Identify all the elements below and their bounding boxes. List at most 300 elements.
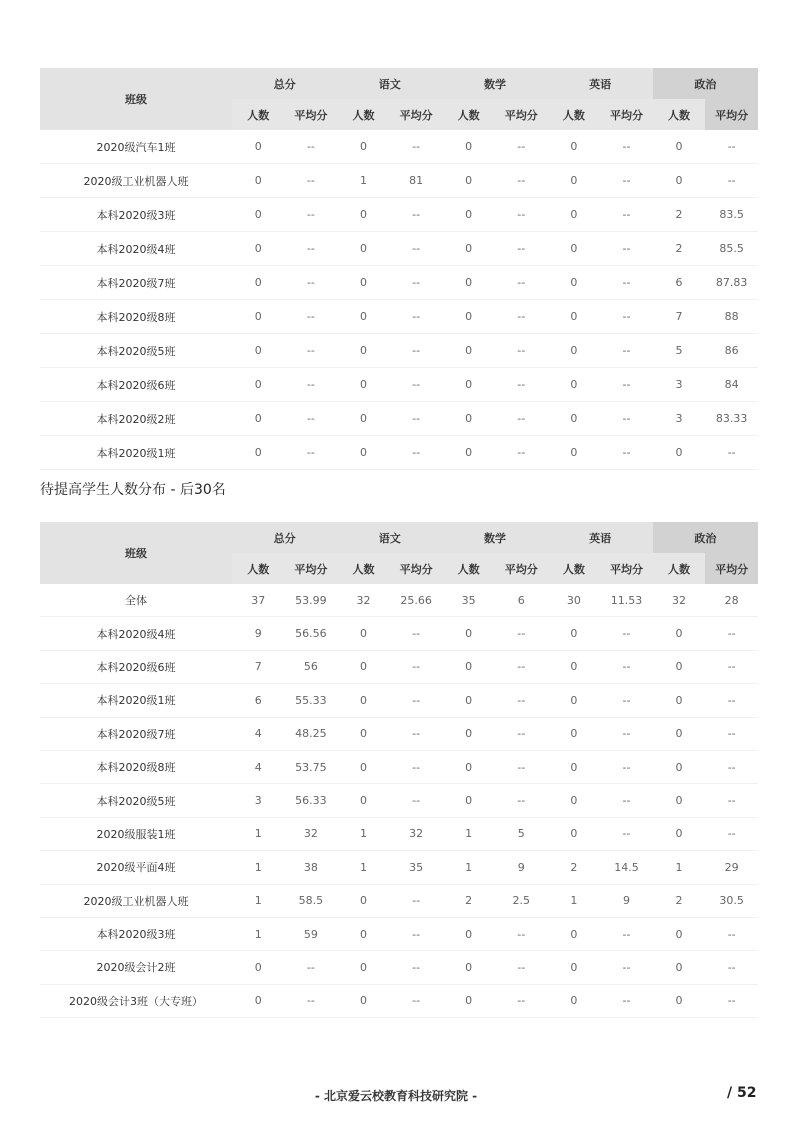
value-cell: 4 [232,750,285,783]
table-row [40,232,758,266]
class-name-cell: 2020级服装1班 [40,817,232,850]
value-cell: -- [390,750,443,783]
class-name-cell: 本科2020级4班 [40,617,232,650]
value-cell: -- [705,164,758,198]
value-cell: 0 [653,650,706,683]
value-cell: 0 [548,984,601,1017]
table-row [40,851,758,884]
header-avg: 平均分 [285,553,338,584]
header-subject: 政治 [653,68,758,99]
value-cell: 0 [337,436,390,470]
value-cell: 0 [232,951,285,984]
value-cell: -- [705,617,758,650]
value-cell: 0 [337,951,390,984]
value-cell: 0 [653,951,706,984]
value-cell: -- [390,984,443,1017]
header-avg: 平均分 [705,553,758,584]
value-cell: 9 [600,884,653,917]
value-cell: -- [285,232,338,266]
value-cell: 0 [653,750,706,783]
value-cell: 1 [232,884,285,917]
value-cell: -- [705,684,758,717]
value-cell: -- [600,266,653,300]
value-cell: -- [495,300,548,334]
value-cell: 3 [653,368,706,402]
value-cell: 53.99 [285,584,338,617]
class-name-cell: 本科2020级6班 [40,650,232,683]
value-cell: 14.5 [600,851,653,884]
value-cell: -- [705,951,758,984]
value-cell: -- [495,750,548,783]
value-cell: 0 [442,130,495,164]
value-cell: 81 [390,164,443,198]
value-cell: 0 [337,917,390,950]
header-count: 人数 [653,99,706,130]
header-avg: 平均分 [600,553,653,584]
value-cell: 1 [442,851,495,884]
value-cell: 0 [442,617,495,650]
value-cell: 2 [442,884,495,917]
header-class: 班级 [40,68,232,130]
value-cell: -- [285,951,338,984]
value-cell: 0 [442,717,495,750]
table-row [40,750,758,783]
value-cell: -- [600,684,653,717]
value-cell: -- [600,784,653,817]
value-cell: 37 [232,584,285,617]
value-cell: -- [495,717,548,750]
class-name-cell: 本科2020级7班 [40,717,232,750]
value-cell: -- [390,334,443,368]
value-cell: 0 [442,368,495,402]
value-cell: 0 [442,951,495,984]
class-name-cell: 2020级汽车1班 [40,130,232,164]
header-avg: 平均分 [600,99,653,130]
value-cell: -- [495,164,548,198]
value-cell: 0 [337,368,390,402]
value-cell: 0 [548,436,601,470]
value-cell: -- [600,300,653,334]
value-cell: 0 [548,951,601,984]
class-name-cell: 本科2020级3班 [40,198,232,232]
value-cell: -- [285,368,338,402]
value-cell: 0 [548,300,601,334]
value-cell: -- [495,368,548,402]
header-avg: 平均分 [495,99,548,130]
class-name-cell: 本科2020级4班 [40,232,232,266]
header-avg: 平均分 [495,553,548,584]
value-cell: 0 [232,198,285,232]
value-cell: 0 [337,884,390,917]
value-cell: -- [390,917,443,950]
value-cell: 32 [390,817,443,850]
value-cell: 30 [548,584,601,617]
class-name-cell: 2020级工业机器人班 [40,884,232,917]
value-cell: 0 [442,436,495,470]
value-cell: -- [495,130,548,164]
header-subject: 数学 [442,68,547,99]
value-cell: 0 [337,750,390,783]
value-cell: 0 [337,198,390,232]
value-cell: -- [495,684,548,717]
value-cell: 0 [337,266,390,300]
header-count: 人数 [548,553,601,584]
value-cell: -- [390,717,443,750]
value-cell: -- [390,784,443,817]
value-cell: -- [495,334,548,368]
header-subject: 政治 [653,522,758,553]
value-cell: 0 [337,617,390,650]
value-cell: 0 [442,232,495,266]
value-cell: 0 [548,784,601,817]
value-cell: 0 [653,817,706,850]
value-cell: -- [600,617,653,650]
table-row [40,984,758,1017]
value-cell: 0 [337,650,390,683]
value-cell: 0 [232,368,285,402]
table-row [40,684,758,717]
value-cell: -- [285,266,338,300]
value-cell: -- [600,436,653,470]
table-row [40,368,758,402]
class-name-cell: 本科2020级3班 [40,917,232,950]
value-cell: 0 [337,232,390,266]
header-avg: 平均分 [285,99,338,130]
header-subject: 英语 [548,522,653,553]
value-cell: -- [705,650,758,683]
header-count: 人数 [232,553,285,584]
header-avg: 平均分 [390,99,443,130]
table-row [40,164,758,198]
value-cell: 0 [337,684,390,717]
value-cell: 0 [442,917,495,950]
value-cell: 9 [495,851,548,884]
value-cell: -- [705,130,758,164]
value-cell: 0 [442,684,495,717]
value-cell: 56 [285,650,338,683]
header-count: 人数 [337,99,390,130]
value-cell: 0 [548,684,601,717]
value-cell: 2 [653,198,706,232]
value-cell: 0 [548,232,601,266]
value-cell: 2 [653,232,706,266]
value-cell: 0 [442,300,495,334]
value-cell: 55.33 [285,684,338,717]
value-cell: 0 [442,164,495,198]
value-cell: -- [390,650,443,683]
value-cell: -- [495,198,548,232]
value-cell: 6 [653,266,706,300]
value-cell: -- [705,817,758,850]
class-name-cell: 本科2020级5班 [40,784,232,817]
value-cell: -- [390,300,443,334]
value-cell: 48.25 [285,717,338,750]
bottom-30-distribution-table [40,522,758,1018]
table-row [40,130,758,164]
value-cell: 4 [232,717,285,750]
value-cell: 0 [548,198,601,232]
value-cell: 1 [337,817,390,850]
value-cell: 0 [442,266,495,300]
header-avg: 平均分 [705,99,758,130]
value-cell: 1 [548,884,601,917]
table-row [40,917,758,950]
value-cell: 0 [442,750,495,783]
table-row [40,584,758,617]
value-cell: 3 [653,402,706,436]
value-cell: 56.33 [285,784,338,817]
header-subject: 数学 [442,522,547,553]
table-row [40,266,758,300]
value-cell: 83.5 [705,198,758,232]
value-cell: 2.5 [495,884,548,917]
value-cell: 0 [337,300,390,334]
value-cell: -- [705,984,758,1017]
value-cell: 28 [705,584,758,617]
value-cell: 0 [548,266,601,300]
value-cell: 59 [285,917,338,950]
value-cell: 11.53 [600,584,653,617]
value-cell: 0 [337,130,390,164]
value-cell: 85.5 [705,232,758,266]
value-cell: 0 [232,266,285,300]
value-cell: -- [495,232,548,266]
value-cell: -- [600,198,653,232]
value-cell: -- [600,917,653,950]
header-row [40,522,758,553]
value-cell: 58.5 [285,884,338,917]
value-cell: -- [495,784,548,817]
header-count: 人数 [337,553,390,584]
value-cell: 3 [232,784,285,817]
value-cell: -- [390,266,443,300]
header-class: 班级 [40,522,232,584]
table-row [40,334,758,368]
footer-org: - 北京爱云校教育科技研究院 - [314,1089,478,1103]
value-cell: -- [705,717,758,750]
header-subject: 总分 [232,522,337,553]
value-cell: -- [495,266,548,300]
value-cell: 29 [705,851,758,884]
value-cell: 0 [442,198,495,232]
header-subject: 语文 [337,522,442,553]
value-cell: -- [600,984,653,1017]
value-cell: -- [390,130,443,164]
value-cell: 87.83 [705,266,758,300]
value-cell: 0 [442,402,495,436]
value-cell: 1 [653,851,706,884]
table-row [40,198,758,232]
value-cell: 9 [232,617,285,650]
value-cell: 0 [653,917,706,950]
value-cell: 0 [653,684,706,717]
value-cell: -- [600,232,653,266]
table-row [40,817,758,850]
class-name-cell: 本科2020级1班 [40,684,232,717]
value-cell: 88 [705,300,758,334]
value-cell: -- [390,684,443,717]
value-cell: 0 [232,164,285,198]
class-name-cell: 本科2020级7班 [40,266,232,300]
value-cell: -- [495,984,548,1017]
table-row [40,436,758,470]
value-cell: -- [390,402,443,436]
value-cell: 1 [442,817,495,850]
value-cell: 0 [548,368,601,402]
value-cell: 0 [653,784,706,817]
class-name-cell: 本科2020级5班 [40,334,232,368]
table-row [40,617,758,650]
value-cell: 0 [337,402,390,436]
value-cell: 5 [495,817,548,850]
value-cell: 30.5 [705,884,758,917]
value-cell: 0 [653,984,706,1017]
value-cell: 1 [232,851,285,884]
value-cell: -- [600,164,653,198]
value-cell: 56.56 [285,617,338,650]
value-cell: -- [495,917,548,950]
value-cell: 0 [442,650,495,683]
header-count: 人数 [442,99,495,130]
value-cell: -- [600,750,653,783]
value-cell: 2 [548,851,601,884]
header-subject: 语文 [337,68,442,99]
value-cell: 1 [337,851,390,884]
value-cell: 0 [548,130,601,164]
value-cell: 0 [653,130,706,164]
value-cell: -- [495,436,548,470]
section-title: 待提高学生人数分布 - 后30名 [40,482,226,498]
class-name-cell: 本科2020级6班 [40,368,232,402]
value-cell: 0 [232,984,285,1017]
class-name-cell: 本科2020级8班 [40,750,232,783]
value-cell: 0 [442,334,495,368]
value-cell: 0 [442,784,495,817]
value-cell: 32 [337,584,390,617]
value-cell: 7 [232,650,285,683]
value-cell: 5 [653,334,706,368]
value-cell: 0 [232,300,285,334]
value-cell: 0 [232,130,285,164]
value-cell: 32 [653,584,706,617]
value-cell: 25.66 [390,584,443,617]
value-cell: -- [495,617,548,650]
value-cell: -- [705,917,758,950]
value-cell: -- [285,402,338,436]
value-cell: 6 [495,584,548,617]
value-cell: 83.33 [705,402,758,436]
value-cell: -- [390,951,443,984]
class-name-cell: 2020级工业机器人班 [40,164,232,198]
value-cell: -- [390,368,443,402]
value-cell: -- [600,130,653,164]
value-cell: 1 [232,917,285,950]
header-row [40,68,758,99]
value-cell: -- [390,617,443,650]
value-cell: 0 [548,402,601,436]
value-cell: -- [600,650,653,683]
value-cell: 0 [337,784,390,817]
value-cell: -- [390,884,443,917]
value-cell: 32 [285,817,338,850]
value-cell: -- [285,436,338,470]
value-cell: -- [390,198,443,232]
value-cell: -- [705,436,758,470]
value-cell: -- [390,436,443,470]
header-avg: 平均分 [390,553,443,584]
value-cell: 0 [548,917,601,950]
value-cell: -- [495,650,548,683]
class-name-cell: 本科2020级1班 [40,436,232,470]
value-cell: 38 [285,851,338,884]
value-cell: -- [285,334,338,368]
value-cell: 0 [232,436,285,470]
value-cell: 0 [548,650,601,683]
value-cell: -- [285,130,338,164]
value-cell: 0 [548,164,601,198]
value-cell: -- [600,817,653,850]
table-row [40,784,758,817]
class-name-cell: 本科2020级8班 [40,300,232,334]
header-count: 人数 [232,99,285,130]
value-cell: -- [285,164,338,198]
table-row [40,884,758,917]
value-cell: 0 [548,817,601,850]
value-cell: 0 [653,717,706,750]
value-cell: 0 [337,717,390,750]
value-cell: 86 [705,334,758,368]
value-cell: 2 [653,884,706,917]
value-cell: -- [705,784,758,817]
table-row [40,951,758,984]
value-cell: 35 [442,584,495,617]
value-cell: -- [285,300,338,334]
value-cell: 0 [232,334,285,368]
class-name-cell: 本科2020级2班 [40,402,232,436]
table-row [40,402,758,436]
value-cell: 0 [653,436,706,470]
value-cell: -- [495,951,548,984]
header-subject: 英语 [548,68,653,99]
header-count: 人数 [442,553,495,584]
value-cell: -- [390,232,443,266]
value-cell: 53.75 [285,750,338,783]
table-row [40,300,758,334]
header-count: 人数 [548,99,601,130]
table-row [40,717,758,750]
class-name-cell: 全体 [40,584,232,617]
value-cell: 6 [232,684,285,717]
class-name-cell: 2020级会计2班 [40,951,232,984]
value-cell: 0 [548,334,601,368]
value-cell: -- [705,750,758,783]
value-cell: 35 [390,851,443,884]
value-cell: 0 [653,617,706,650]
value-cell: -- [285,198,338,232]
top-classes-table [40,68,758,470]
value-cell: -- [600,368,653,402]
page-number: / 52 [727,1085,757,1101]
value-cell: 0 [442,984,495,1017]
value-cell: 0 [653,164,706,198]
value-cell: -- [600,334,653,368]
value-cell: 0 [548,750,601,783]
value-cell: 0 [337,334,390,368]
value-cell: -- [285,984,338,1017]
value-cell: 0 [548,617,601,650]
header-subject: 总分 [232,68,337,99]
value-cell: 0 [337,984,390,1017]
